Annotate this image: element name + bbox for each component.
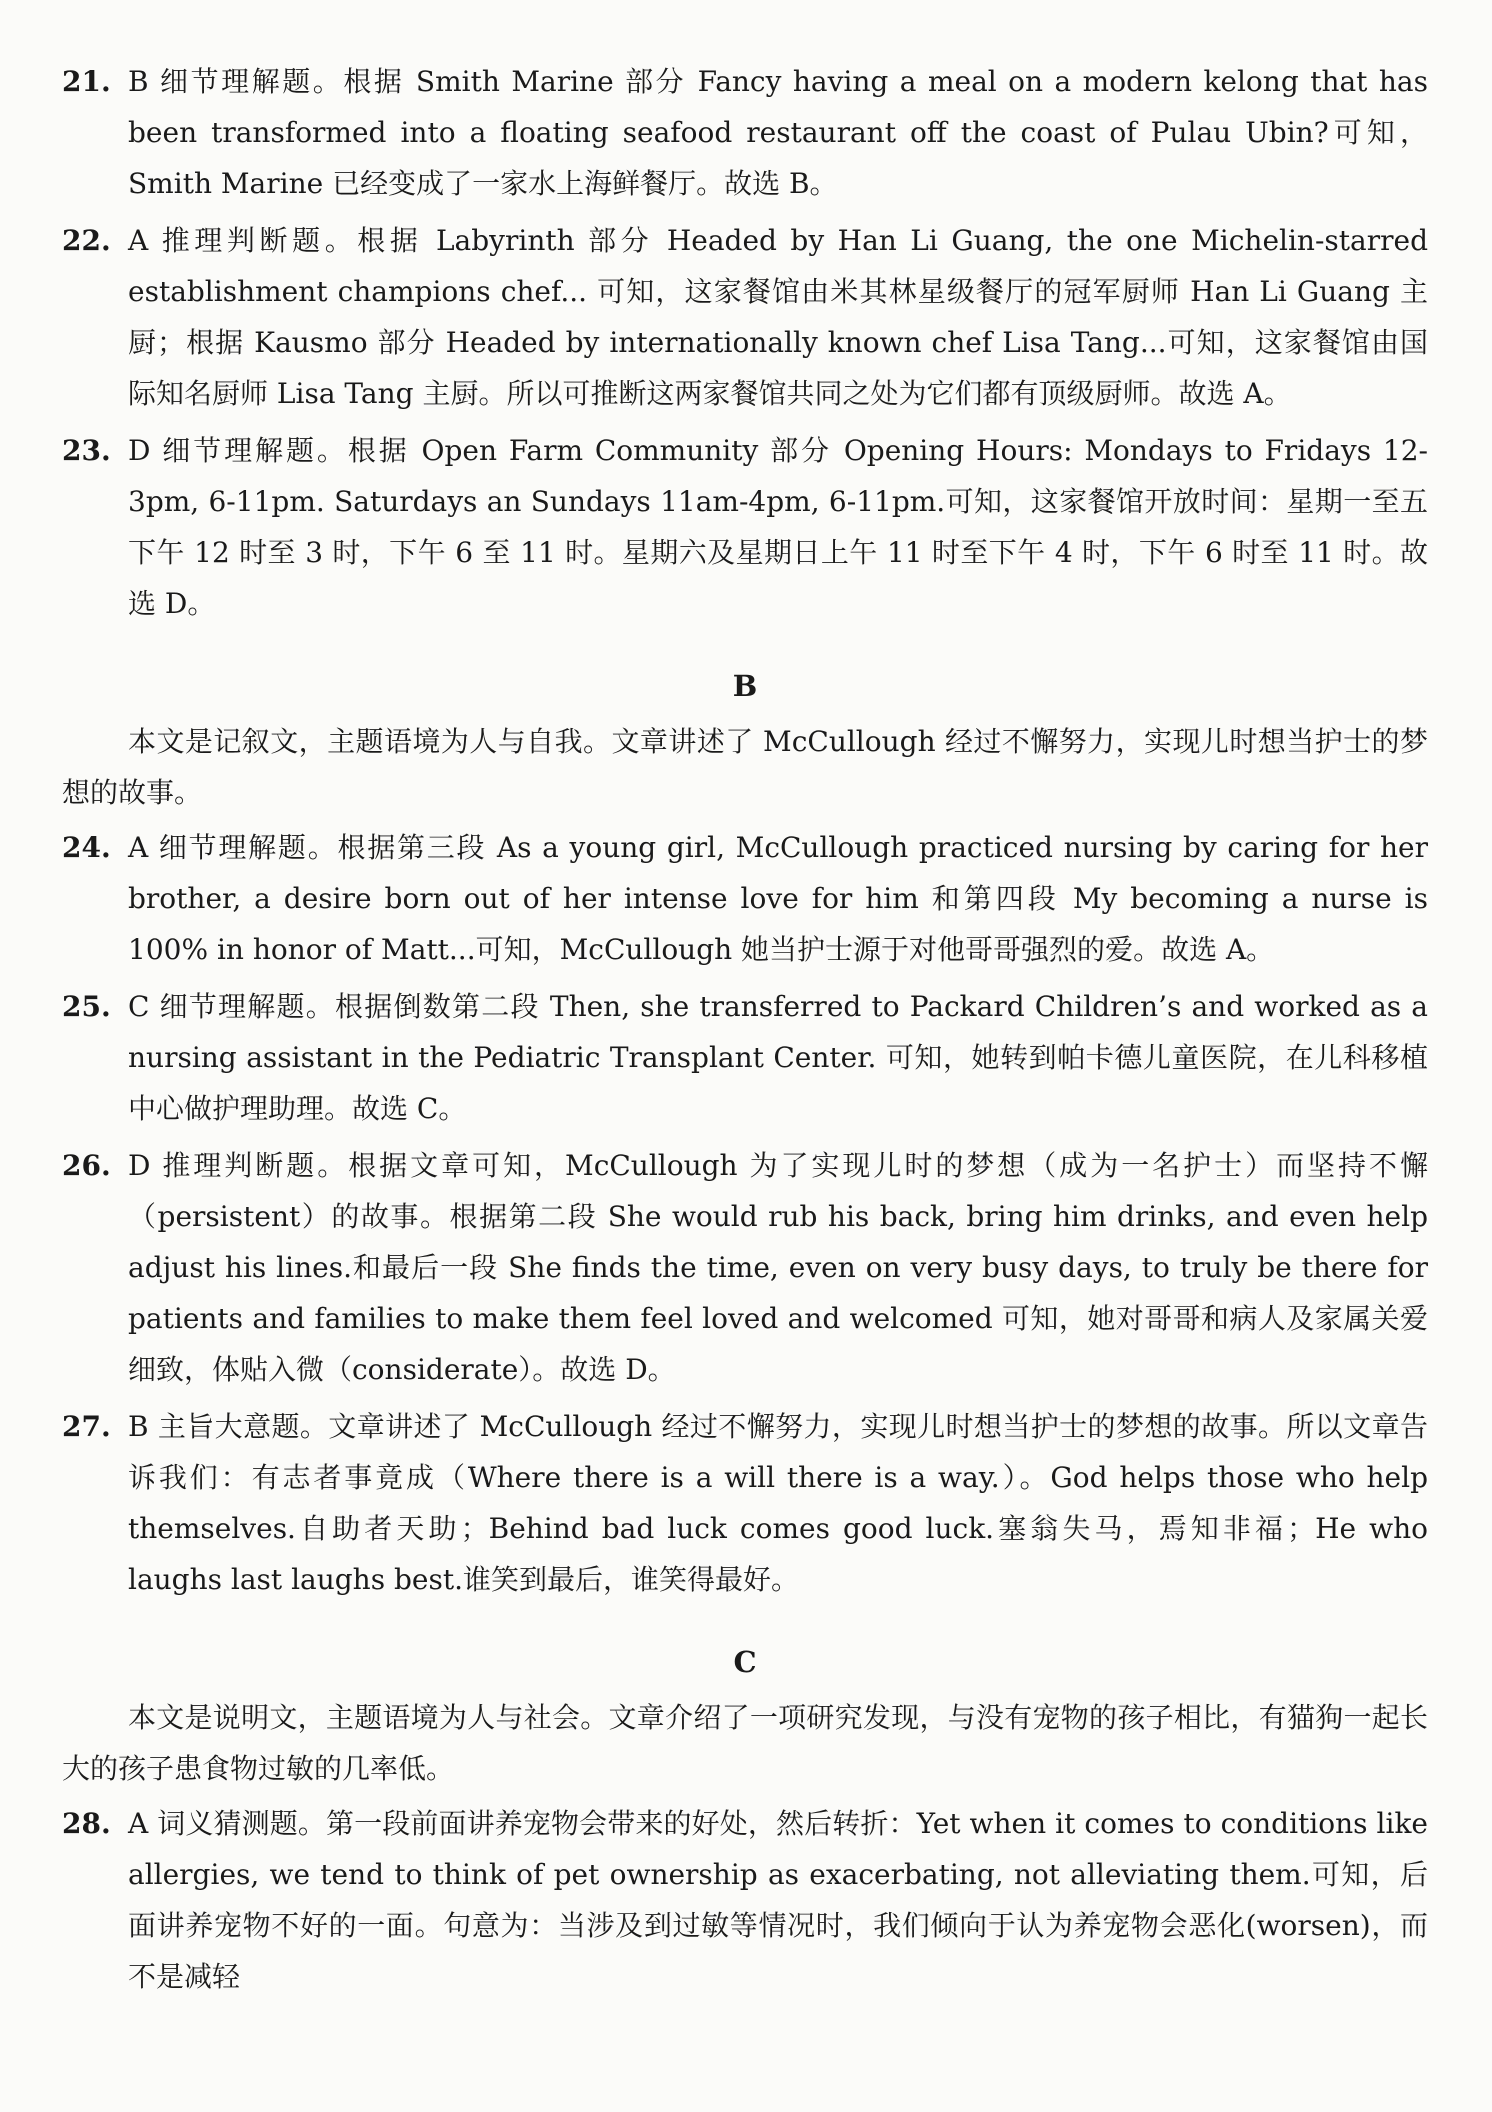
answer-item-27 bbox=[62, 1401, 1428, 1605]
section-a-answers bbox=[62, 56, 1428, 629]
question-number: 21. bbox=[62, 65, 111, 98]
answer-explanation: A 词义猜测题。第一段前面讲养宠物会带来的好处，然后转折：Yet when it comes to conditions like allergies, we tend to think of pet ownership as exacerbating, not alleviating them.可知，后面讲养宠物不好的一面。句意为：当涉及到过敏等情况时，我们倾向于认为养宠物会恶化(worsen)，而不是减轻 bbox=[128, 1807, 1428, 1993]
answer-item-25 bbox=[62, 981, 1428, 1134]
answer-explanation: A 推理判断题。根据 Labyrinth 部分 Headed by Han Li Guang, the one Michelin-starred establishment champions chef... 可知，这家餐馆由米其林星级餐厅的冠军厨师 Han Li Guang 主厨；根据 Kausmo 部分 Headed by internationally known chef Lisa Tang...可知，这家餐馆由国际知名厨师 Lisa Tang 主厨。所以可推断这两家餐馆共同之处为它们都有顶级厨师。故选 A。 bbox=[128, 224, 1428, 410]
question-number: 28. bbox=[62, 1807, 111, 1840]
question-number: 27. bbox=[62, 1410, 111, 1443]
answer-item-21 bbox=[62, 56, 1428, 209]
answer-explanation: B 主旨大意题。文章讲述了 McCullough 经过不懈努力，实现儿时想当护士的梦想的故事。所以文章告诉我们：有志者事竟成（Where there is a will there is a way.）。God helps those who help themselves.自助者天助；Behind bad luck comes good luck.塞翁失马，焉知非福；He who laughs last laughs best.谁笑到最后，谁笑得最好。 bbox=[128, 1410, 1428, 1596]
answer-item-28 bbox=[62, 1798, 1428, 2002]
question-number: 23. bbox=[62, 434, 111, 467]
answer-item-23 bbox=[62, 425, 1428, 629]
question-number: 24. bbox=[62, 831, 111, 864]
section-b bbox=[62, 661, 1428, 1605]
section-heading-c: C bbox=[733, 1645, 757, 1679]
answer-explanation: D 细节理解题。根据 Open Farm Community 部分 Opening Hours: Mondays to Fridays 12-3pm, 6-11pm. Saturdays an Sundays 11am-4pm, 6-11pm.可知，这家餐馆开放时间：星期一至五下午 12 时至 3 时，下午 6 至 11 时。星期六及星期日上午 11 时至下午 4 时，下午 6 时至 11 时。故选 D。 bbox=[128, 434, 1428, 620]
question-number: 26. bbox=[62, 1149, 111, 1182]
answer-item-26 bbox=[62, 1140, 1428, 1395]
section-c bbox=[62, 1637, 1428, 2002]
answer-explanation: C 细节理解题。根据倒数第二段 Then, she transferred to Packard Children’s and worked as a nursing assistant in the Pediatric Transplant Center. 可知，她转到帕卡德儿童医院，在儿科移植中心做护理助理。故选 C。 bbox=[128, 990, 1428, 1125]
section-heading-b: B bbox=[732, 669, 758, 703]
answer-explanation: A 细节理解题。根据第三段 As a young girl, McCullough practiced nursing by caring for her brother, a desire born out of her intense love for him 和第四段 My becoming a nurse is 100% in honor of Matt...可知，McCullough 她当护士源于对他哥哥强烈的爱。故选 A。 bbox=[128, 831, 1428, 966]
answer-explanation: B 细节理解题。根据 Smith Marine 部分 Fancy having a meal on a modern kelong that has been transformed into a floating seafood restaurant off the coast of Pulau Ubin?可知，Smith Marine 已经变成了一家水上海鲜餐厅。故选 B。 bbox=[128, 65, 1428, 200]
section-intro-b: 本文是记叙文，主题语境为人与自我。文章讲述了 McCullough 经过不懈努力，实现儿时想当护士的梦想的故事。 bbox=[62, 725, 1428, 809]
answer-item-24 bbox=[62, 822, 1428, 975]
answer-explanation: D 推理判断题。根据文章可知，McCullough 为了实现儿时的梦想（成为一名护士）而坚持不懈（persistent）的故事。根据第二段 She would rub his back, bring him drinks, and even help adjust his lines.和最后一段 She finds the time, even on very busy days, to truly be there for patients and families to make them feel loved and welcomed 可知，她对哥哥和病人及家属关爱细致，体贴入微（considerate）。故选 D。 bbox=[128, 1149, 1428, 1386]
question-number: 22. bbox=[62, 224, 111, 257]
section-intro-c: 本文是说明文，主题语境为人与社会。文章介绍了一项研究发现，与没有宠物的孩子相比，有猫狗一起长大的孩子患食物过敏的几率低。 bbox=[62, 1701, 1428, 1785]
answer-item-22 bbox=[62, 215, 1428, 419]
question-number: 25. bbox=[62, 990, 111, 1023]
